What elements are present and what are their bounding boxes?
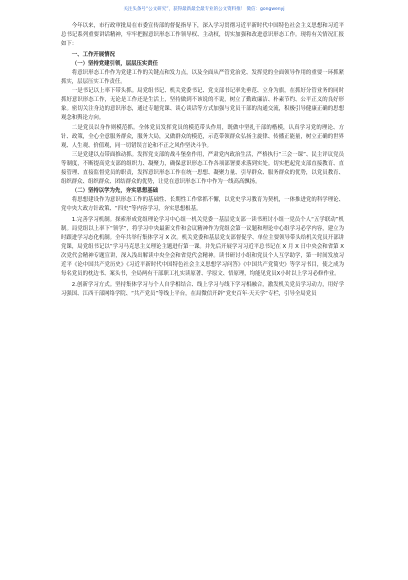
- paragraph-5: 将思想建设作为意识形态工作的基础性、长期性工作常抓不懈，以党史学习教育为契机，一体推进党的科学理论、党中央大政方针政策、“四史”等内容学习，夯实思想根基。: [61, 196, 344, 212]
- section-heading-1: 一、工作开展情况: [71, 52, 115, 59]
- paragraph-7: 2.创新学习方式。坚持集体学习与个人自学相结合、线上学习与线下学习相融合，激发机关党员学习动力，用好学习强国、江西干部网络学院、“共产党员”等线上平台，在局微信开辟“党史百年·天天学”专栏，引导全局党员: [61, 282, 344, 298]
- paragraph-2: 一是书记以上率下带头抓。局党组书记、机关党委书记、党支部书记率先垂范、立身为旗，在抓好分管业务的同时抓好意识形态工作，无论是工作还是生活上，坚持做到不该说的不说，树立了勤政廉洁、朴素节约、公平正义的良好形象。密切关注身边的意识形态，通过专题党课、谈心谈话等方式加强与党员干部的沟通交流，积极引导健康正确的思想观念和舆论方向。: [61, 88, 344, 122]
- subsection-heading-2: （二）坚持以学为先，夯实思想基础: [71, 187, 159, 194]
- paragraph-1: 将意识形态工作作为党建工作的关键点和发力点，以及全面从严管党治党、发挥党的全面领导作用的重要一环抓紧抓实，层层压实工作责任。: [61, 70, 344, 86]
- paragraph-3: 二是党员以身作则模范抓。全体党员发挥党员的模范带头作用，既做中坚扎干部的楷模，认真学习党的理论、方针、政策，全心全意服务群众，服务大局，又做群众的模范，示范带领群众弘扬主旋律、传播正能量，树立正确的世界观、人生观、价值观，同一切错误言论和不正之风作坚决斗争。: [61, 124, 344, 149]
- top-banner: 关注头条号“公文研究”，获得最新最全最专业的公文资料推！ 微信：gongwenyj: [123, 7, 285, 12]
- document-body: [61, 22, 344, 299]
- intro-paragraph: 今年以来，市行政审批局在市委宣传部的督促指导下，深入学习贯彻习近平新时代中国特色社会主义思想和习近平总书记系列重要讲话精神，牢牢把握意识形态工作领导权、主动权，切实加强和改进意识形态工作。现将有关情况汇报如下：: [61, 23, 344, 48]
- paragraph-4: 三是党建以点带面推动抓。发挥党支部的战斗堡垒作用，严肃党内政治生活，严格执行“三会一课”、民主评议党员等制度，不断提高党支部的组织力、凝聚力，确保意识形态工作各项部署要求落到实处。切实把起党支部直接教育、直接管理、直接监督党员的职责，发挥意识形态工作在统一思想、凝聚力量、引导群众、服务群众的优势，以党员教育、组织群众、组织群众、团结群众的优势，让党在意识形态工作中作为一线高高飘扬。: [61, 151, 344, 185]
- subsection-heading-1: （一）坚持党建引领，层层压实责任: [71, 61, 159, 68]
- paragraph-6: 1.完善学习机制。探索形成党组理论学习中心组一机关党委一基层党支部一读书班讨小组一党员个人“五学联动”机制。局党组以上率下“领学”，将学习中央最新文件和会议精神作为党组会第一议题和理论中心组学习必学内容，建立为时跟进学习态化机制。全年共举行集体学习 X 次。机关党委和基层党支部督促学、单位主要领导带头给机关党员开部讲党课，局党组书记以“学习马克思主义理论主题进行第一课。并先后开展学习习近平总书记在 X 月 X 日中央会和省第 X 次党代会精神专题宣讲，深入浅出解读中央全会和省党代会精神。读书研讨小组和党员个人互学助学，第一时间发放习近平《论中国共产党历史》《习近平新时代中国特色社会主义思想学习问答》《中国共产党简史》等学习书目，使之成为每名党员的枕边书、案头书，全局两有干部职工扎实读原著、学原文、悟原理，均能见党员X小时以上学习必修作业。: [61, 216, 344, 278]
